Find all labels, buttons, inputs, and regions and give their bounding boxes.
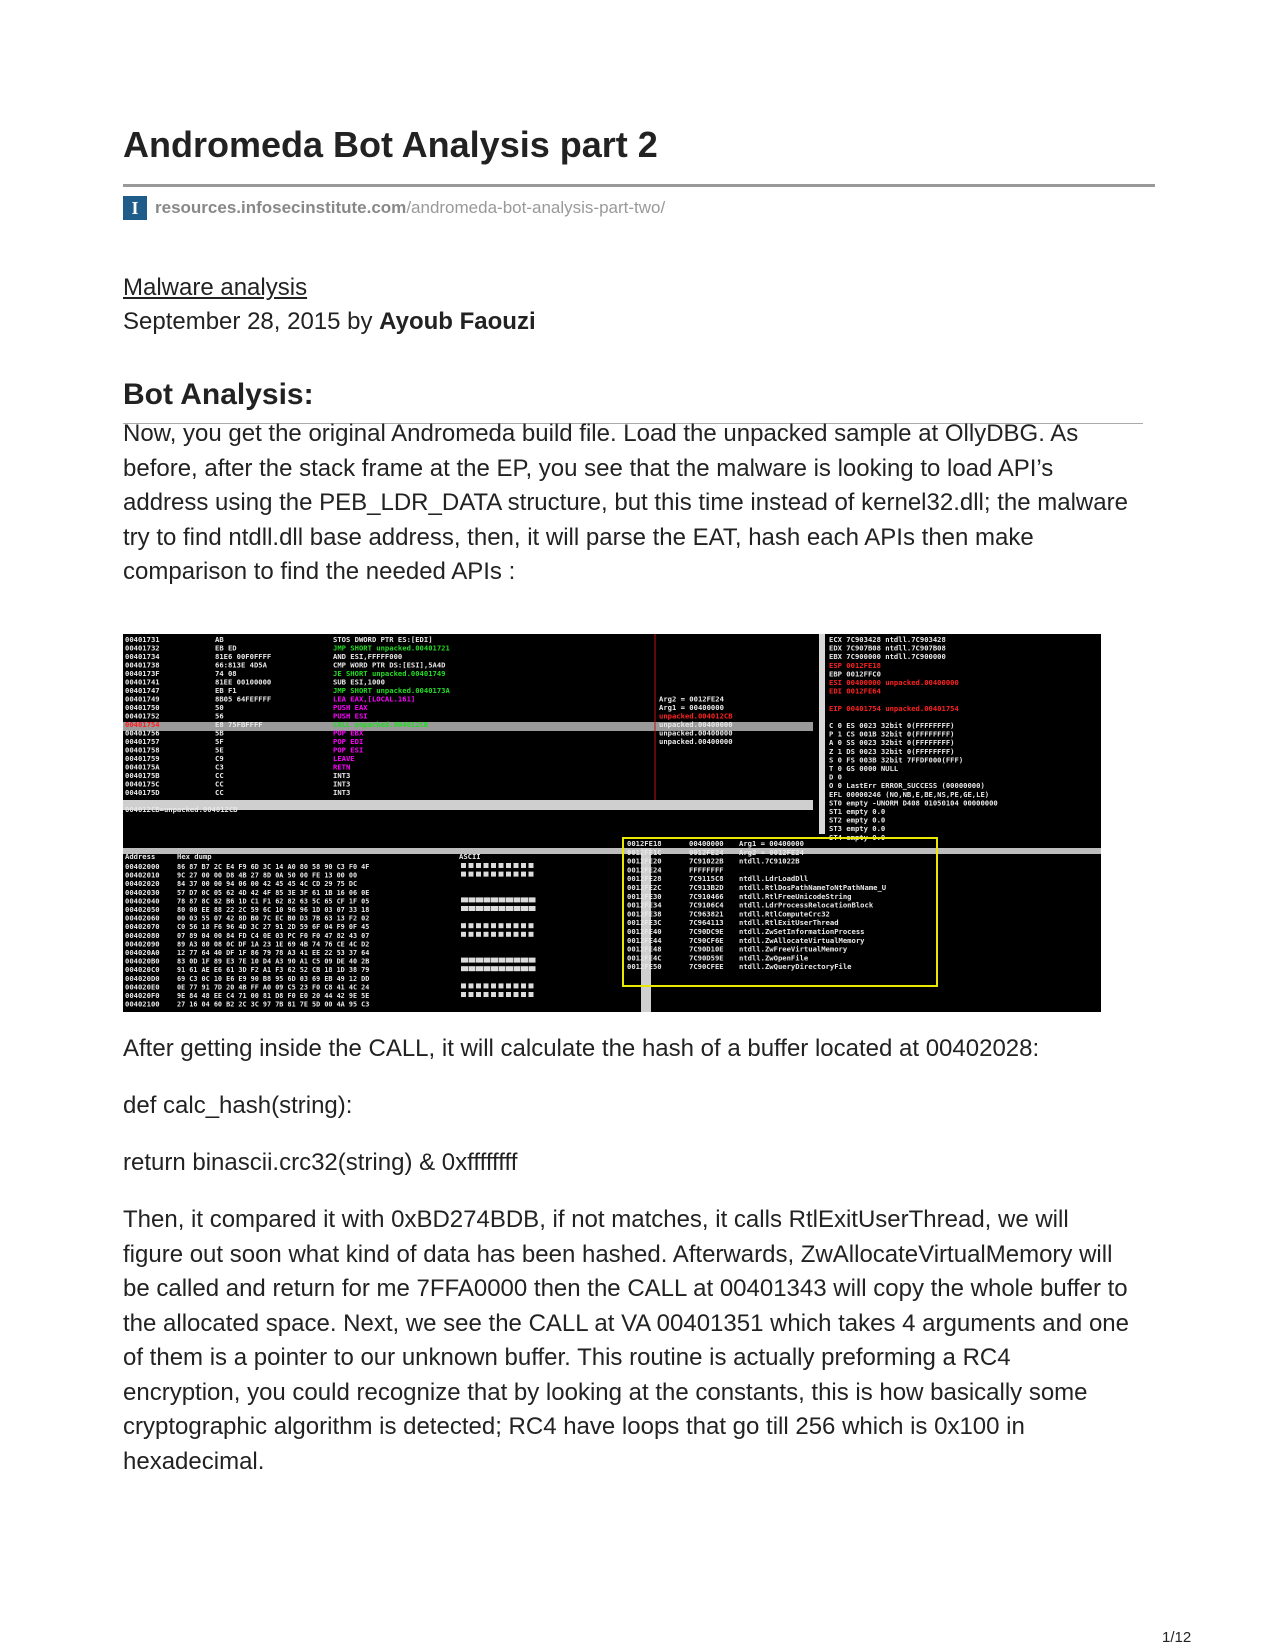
stack-comment: ntdll.ZwSetInformationProcess (739, 927, 865, 936)
dump-address: 004020C0 (125, 965, 160, 975)
disasm-bytes: CC (215, 779, 224, 789)
stack-address: 0012FE20 (627, 856, 662, 866)
stack-value: 7C964113 (689, 918, 724, 928)
ascii-glyph (506, 897, 513, 902)
ascii-glyph (499, 923, 504, 928)
dump-address: 00402100 (125, 999, 160, 1009)
ascii-glyph (521, 923, 526, 928)
ascii-glyph (499, 992, 504, 997)
disasm-instruction: AND ESI,FFFFF000 (333, 652, 403, 661)
disasm-address: 00401741 (125, 677, 160, 687)
ascii-glyph (476, 966, 483, 971)
register-line: A 0 SS 0023 32bit 0(FFFFFFFF) (829, 738, 955, 748)
ascii-glyph (491, 992, 496, 997)
stack-address: 0012FE1C (627, 847, 662, 857)
disasm-comment: Arg2 = 0012FE24 (659, 694, 724, 704)
disasm-address: 00401747 (125, 686, 160, 695)
disasm-instruction: LEA EAX,[LOCAL.161] (333, 694, 416, 704)
stack-comment: ntdll.ZwFreeVirtualMemory (739, 944, 848, 954)
ascii-glyph (529, 872, 534, 877)
ascii-glyph (506, 906, 513, 911)
ascii-glyph (476, 923, 481, 928)
ascii-glyph (514, 983, 519, 988)
ascii-glyph (499, 863, 504, 868)
ascii-glyph (506, 932, 511, 937)
stack-address: 0012FE2C (627, 883, 662, 892)
ascii-glyph (484, 958, 491, 963)
ascii-glyph (514, 966, 521, 971)
ascii-glyph (514, 992, 519, 997)
dump-hex: 57 D7 0C 05 62 4D 42 4F 85 3E 3F 61 1B 16 06 0E (177, 888, 370, 897)
stack-value: 7C90D59E (689, 953, 724, 963)
dump-hex: 0E 77 91 7D 20 4B FF A0 09 C5 23 F0 C8 41 4C 24 (177, 983, 370, 992)
disasm-comment: unpacked.004012CB (659, 711, 733, 721)
dump-address: 00402040 (125, 896, 160, 906)
register-line: ST3 empty 0.0 (829, 824, 886, 834)
stack-address: 0012FE48 (627, 944, 662, 954)
ascii-glyph (491, 863, 496, 868)
dump-hex: 89 A3 80 08 0C DF 1A 23 1E 69 4B 74 76 CE 4C D2 (177, 940, 370, 949)
disasm-instruction: POP ESI (333, 745, 364, 755)
dump-hex: 78 87 8C 82 B6 1D C1 F1 62 82 63 5C 65 CF 1F 05 (177, 897, 370, 906)
dump-header-address: Address (125, 852, 156, 861)
ascii-glyph (491, 958, 498, 963)
ascii-glyph (506, 872, 511, 877)
disasm-bytes: CC (215, 788, 224, 797)
disasm-address: 00401738 (125, 660, 160, 670)
disasm-bytes: 56 (215, 711, 224, 721)
stack-value: 7C9115C8 (689, 874, 724, 884)
register-line: ESI 00400000 unpacked.00400000 (829, 678, 959, 687)
ascii-glyph (476, 932, 481, 937)
stack-value: 7C90D10E (689, 944, 724, 954)
stack-address: 0012FE44 (627, 935, 662, 945)
ascii-glyph (521, 983, 526, 988)
ascii-glyph (521, 906, 528, 911)
stack-comment: ntdll.RtlFreeUnicodeString (739, 891, 852, 901)
dump-hex: 80 00 EE 88 22 2C 59 6C 10 96 96 1D 03 07 33 18 (177, 906, 370, 914)
disasm-instruction: PUSH EAX (333, 703, 368, 712)
stack-comment: Arg1 = 00400000 (739, 839, 804, 848)
ascii-glyph (476, 992, 481, 997)
ascii-glyph (469, 983, 474, 988)
dump-address: 00402090 (125, 939, 160, 949)
dump-hex: 69 C3 0C 10 E6 E9 90 B8 95 6D 03 69 EB 49 12 DD (177, 974, 370, 983)
disasm-instruction: CALL unpacked.004012CB (333, 720, 429, 729)
ascii-glyph (529, 958, 536, 963)
author-name: Ayoub Faouzi (379, 308, 536, 335)
stack-comment: ntdll.RtlDosPathNameToNtPathName_U (739, 883, 887, 892)
disasm-address: 0040175A (125, 762, 160, 772)
register-line: EDX 7C907B08 ntdll.7C907B08 (829, 643, 946, 653)
disasm-instruction: JMP SHORT unpacked.0040173A (333, 686, 450, 695)
stack-comment: ntdll.LdrProcessRelocationBlock (739, 900, 874, 910)
dump-hex: 9E 84 48 EE C4 71 00 81 D8 F0 E0 20 44 42 9E 5E (177, 992, 370, 1000)
ascii-glyph (469, 992, 474, 997)
dump-hex: 83 0D 1F 89 E3 7E 10 D4 A3 90 A1 C5 09 DE 40 2B (177, 957, 370, 966)
dump-hex: C0 56 18 F6 96 4D 3C 27 91 2D 59 6F 04 F9 0F 45 (177, 923, 370, 932)
ascii-glyph (529, 932, 534, 937)
ascii-glyph (469, 966, 476, 971)
register-line: ST0 empty -UNORM D408 01050104 00000000 (829, 798, 998, 808)
disasm-address: 00401754 (125, 720, 160, 729)
ascii-glyph (469, 872, 474, 877)
disasm-instruction: INT3 (333, 771, 351, 780)
stack-value: 0012FE24 (689, 847, 724, 857)
stack-value: 7C91022B (689, 856, 724, 866)
disasm-address: 00401752 (125, 711, 160, 721)
dump-address: 00402000 (125, 862, 160, 871)
ascii-glyph (521, 863, 526, 868)
stack-value: 00400000 (689, 839, 724, 848)
disasm-bytes: 74 08 (215, 669, 237, 678)
dump-hex: 00 03 55 07 42 8D B0 7C EC B0 D3 7B 63 13 F2 02 (177, 914, 370, 923)
stack-address: 0012FE40 (627, 927, 662, 936)
ascii-glyph (484, 966, 491, 971)
disasm-instruction: RETN (333, 762, 351, 772)
ascii-glyph (461, 863, 466, 868)
ascii-glyph (529, 992, 534, 997)
ascii-glyph (521, 958, 528, 963)
stack-address: 0012FE24 (627, 865, 662, 875)
ascii-glyph (514, 932, 519, 937)
disasm-address: 00401757 (125, 737, 160, 746)
dump-address: 004020A0 (125, 948, 160, 957)
disasm-instruction: JMP SHORT unpacked.00401721 (333, 643, 450, 653)
ascii-glyph (461, 992, 466, 997)
disasm-address: 0040173F (125, 669, 160, 678)
ascii-glyph (484, 923, 489, 928)
ascii-glyph (469, 897, 476, 902)
ascii-glyph (484, 983, 489, 988)
dump-hex: 86 87 B7 2C E4 F9 6D 3C 14 A0 80 58 90 C3 F0 4F (177, 863, 370, 871)
ascii-glyph (521, 992, 526, 997)
disasm-address: 00401759 (125, 754, 160, 763)
disasm-bytes: C9 (215, 754, 224, 763)
register-line: ST1 empty 0.0 (829, 807, 886, 816)
disasm-address: 0040175C (125, 779, 160, 789)
ascii-glyph (461, 958, 468, 963)
section-heading: Bot Analysis: (123, 378, 314, 411)
ascii-glyph (506, 992, 511, 997)
disasm-comment: unpacked.00400000 (659, 728, 733, 738)
stack-comment: ntdll.LdrLoadDll (739, 874, 809, 884)
dump-address: 00402050 (125, 905, 160, 914)
register-line: ESP 0012FE18 (829, 660, 881, 670)
page-title: Andromeda Bot Analysis part 2 (123, 124, 658, 165)
disasm-bytes: EB ED (215, 643, 237, 653)
disasm-bytes: 5F (215, 737, 224, 746)
ascii-glyph (491, 983, 496, 988)
register-line: ST4 empty 0.0 (829, 832, 886, 842)
dump-address: 00402060 (125, 913, 160, 923)
dump-hex: 91 61 AE E6 61 3D F2 A1 F3 62 52 CB 18 1D 38 79 (177, 966, 370, 975)
register-line: T 0 GS 0000 NULL (829, 764, 899, 773)
ascii-glyph (461, 897, 468, 902)
register-line: EBX 7C900000 ntdll.7C900000 (829, 652, 946, 662)
ascii-glyph (499, 958, 506, 963)
explanation-paragraph: Then, it compared it with 0xBD274BDB, if not matches, it calls RtlExitUserThread, we will figure out soon what kind of data has been hashed. Afterwards, ZwAllocateVirtualMemory will be called and return for me 7FFA0000 then the CALL at 00401343 will copy the whole buffer to the allocated space. Next, we see the CALL at VA 00401351 which takes 4 arguments and one of them is a pointer to our unknown buffer. This routine is actually preforming a RC4 encryption, you could recognize that by looking at the constants, this is how basically some cryptographic algorithm is detected; RC4 have loops that go till 256 which is 0x100 in hexadecimal. (123, 1206, 1129, 1475)
ascii-glyph (469, 923, 474, 928)
ascii-glyph (491, 923, 496, 928)
register-line: ST2 empty 0.0 (829, 815, 886, 825)
dump-address: 004020D0 (125, 973, 160, 983)
ascii-glyph (491, 966, 498, 971)
stack-comment: ntdll.7C91022B (739, 856, 800, 866)
register-line: Z 1 DS 0023 32bit 0(FFFFFFFF) (829, 746, 955, 756)
code-def-line: def calc_hash(string): (123, 1092, 353, 1119)
stack-value: 7C90DC9E (689, 927, 724, 936)
dump-address: 004020E0 (125, 982, 160, 992)
ascii-glyph (506, 923, 511, 928)
dump-address: 00402030 (125, 887, 160, 897)
dump-address: 00402070 (125, 922, 160, 932)
disasm-address: 0040175B (125, 771, 160, 780)
stack-value: 7C910466 (689, 891, 724, 901)
ascii-glyph (514, 872, 519, 877)
dump-hex: 07 89 04 00 84 FD C4 0E 03 PC F0 F0 47 82 43 07 (177, 931, 370, 940)
disasm-instruction: PUSH ESI (333, 711, 368, 721)
disasm-instruction: INT3 (333, 788, 351, 797)
disasm-bytes: CC (215, 771, 224, 780)
disasm-bytes: EB F1 (215, 686, 237, 695)
ascii-glyph (529, 966, 536, 971)
ascii-glyph (476, 906, 483, 911)
pane-splitter (123, 848, 1101, 854)
disasm-bytes: C3 (215, 762, 224, 772)
ascii-glyph (484, 906, 491, 911)
disasm-address: 0040175D (125, 788, 160, 797)
dump-hex: 27 16 04 60 B2 2C 3C 97 7B 81 7E 5D 00 4A 95 C3 (177, 1000, 370, 1009)
title-divider (123, 184, 1155, 187)
dump-address: 004020B0 (125, 956, 160, 966)
ascii-glyph (514, 863, 519, 868)
ascii-glyph (506, 983, 511, 988)
disasm-comment: Arg1 = 00400000 (659, 703, 724, 712)
ascii-glyph (491, 897, 498, 902)
ascii-glyph (506, 863, 511, 868)
disasm-bytes: 8B05 64FEFFFF (215, 694, 272, 704)
ascii-glyph (491, 872, 496, 877)
register-line: S 0 FS 003B 32bit 7FFDF000(FFF) (829, 755, 964, 765)
disasm-comment: unpacked.00400000 (659, 720, 733, 729)
ascii-glyph (476, 897, 483, 902)
ascii-glyph (514, 906, 521, 911)
disasm-instruction: POP EDI (333, 737, 364, 746)
stack-value: FFFFFFFF (689, 865, 724, 875)
register-line: P 1 CS 001B 32bit 0(FFFFFFFF) (829, 729, 955, 739)
disasm-address: 00401750 (125, 703, 160, 712)
ascii-glyph (476, 863, 481, 868)
ascii-glyph (484, 897, 491, 902)
ascii-glyph (484, 872, 489, 877)
publish-date: September 28, 2015 by (123, 308, 380, 335)
disasm-instruction: POP EBX (333, 728, 364, 738)
disasm-instruction: LEAVE (333, 754, 355, 763)
stack-address: 0012FE50 (627, 962, 662, 972)
ascii-glyph (529, 906, 536, 911)
ascii-glyph (529, 983, 534, 988)
stack-value: 7C90CFEE (689, 962, 724, 972)
ascii-glyph (506, 966, 513, 971)
disasm-bytes: 66:813E 4D5A (215, 660, 267, 670)
ascii-glyph (499, 932, 504, 937)
dump-header-hex: Hex dump (177, 852, 212, 861)
disasm-instruction: SUB ESI,1000 (333, 677, 385, 687)
disasm-address: 00401749 (125, 694, 160, 704)
register-line: ECX 7C903428 ntdll.7C903428 (829, 635, 946, 644)
ascii-glyph (476, 872, 481, 877)
ascii-glyph (461, 983, 466, 988)
ascii-glyph (491, 932, 496, 937)
disasm-address: 00401731 (125, 635, 160, 644)
ascii-glyph (506, 958, 513, 963)
ascii-glyph (476, 983, 481, 988)
disasm-instruction: CMP WORD PTR DS:[ESI],5A4D (333, 660, 446, 670)
after-call-paragraph: After getting inside the CALL, it will calculate the hash of a buffer located at 00402028: (123, 1035, 1040, 1062)
stack-address: 0012FE4C (627, 953, 662, 963)
source-link[interactable] (123, 196, 665, 220)
stack-address: 0012FE28 (627, 874, 662, 884)
ascii-glyph (521, 966, 528, 971)
ascii-glyph (529, 897, 536, 902)
disasm-bytes: 50 (215, 703, 224, 712)
disasm-bytes: 5E (215, 745, 224, 755)
ascii-glyph (461, 906, 468, 911)
intro-paragraph: Now, you get the original Andromeda build file. Load the unpacked sample at OllyDBG. As before, after the stack frame at the EP, you see that the malware is looking to load API’s address using the PEB_LDR_DATA structure, but this time instead of kernel32.dll; the malware try to find ntdll.dll base address, then, it will parse the EAT, hash each APIs then make comparison to find the needed APIs : (123, 420, 1128, 585)
stack-value: 7C963821 (689, 909, 724, 919)
register-line: EBP 0012FFC0 (829, 669, 881, 679)
disasm-bytes: AB (215, 635, 224, 644)
ascii-glyph (461, 872, 466, 877)
ascii-glyph (469, 932, 474, 937)
category-link[interactable]: Malware analysis (123, 274, 308, 301)
stack-address: 0012FE38 (627, 909, 662, 919)
ascii-glyph (469, 863, 474, 868)
page-number: 1/12 (1162, 1629, 1192, 1646)
dump-hex: 9C 27 00 00 D8 4B 27 8D 0A 50 00 FE 13 00 00 (177, 871, 358, 880)
ascii-glyph (529, 863, 534, 868)
ascii-glyph (514, 923, 519, 928)
register-line: EIP 00401754 unpacked.00401754 (829, 703, 959, 713)
stack-comment: ntdll.ZwQueryDirectoryFile (739, 962, 852, 972)
disasm-address: 00401732 (125, 643, 160, 653)
stack-address: 0012FE30 (627, 891, 662, 901)
ascii-glyph (491, 906, 498, 911)
ascii-glyph (499, 872, 504, 877)
register-line: D 0 (829, 772, 842, 782)
ascii-glyph (484, 863, 489, 868)
disasm-bytes: 81E6 00F0FFFF (215, 652, 272, 661)
source-domain: resources.infosecinstitute.com (155, 198, 407, 217)
stack-value: 7C90CF6E (689, 935, 724, 945)
disasm-address: 00401758 (125, 745, 160, 755)
ascii-glyph (461, 932, 466, 937)
stack-comment: ntdll.ZwAllocateVirtualMemory (739, 935, 865, 945)
pane-splitter (819, 634, 825, 834)
dump-address: 00402020 (125, 879, 160, 889)
site-favicon-icon: I (123, 196, 147, 220)
stack-comment: Arg2 = 0012FE24 (739, 847, 804, 857)
dump-hex: 84 37 00 00 94 06 00 42 45 45 4C CD 29 75 DC (177, 880, 358, 889)
byline (123, 308, 536, 336)
ollydbg-screenshot (123, 634, 1101, 1012)
stack-value: 7C913B2D (689, 883, 724, 892)
source-path: /andromeda-bot-analysis-part-two/ (406, 198, 666, 217)
ascii-glyph (499, 983, 504, 988)
disasm-address: 00401734 (125, 652, 160, 661)
disasm-bytes: E8 75FBFFFF (215, 720, 263, 729)
disasm-address: 00401756 (125, 728, 160, 738)
stack-comment: ntdll.RtlExitUserThread (739, 918, 839, 928)
ascii-glyph (461, 923, 466, 928)
dump-address: 00402080 (125, 930, 160, 940)
ascii-glyph (469, 906, 476, 911)
ascii-glyph (461, 966, 468, 971)
stack-comment: ntdll.ZwOpenFile (739, 953, 809, 963)
ascii-glyph (499, 897, 506, 902)
register-line: EDI 0012FE64 (829, 686, 881, 696)
disasm-bytes: 5B (215, 728, 224, 738)
ascii-glyph (514, 897, 521, 902)
stack-comment: ntdll.RtlComputeCrc32 (739, 909, 830, 919)
ascii-glyph (514, 958, 521, 963)
dump-hex: 12 77 64 40 DF 1F 86 79 78 A3 41 EE 22 53 37 64 (177, 949, 370, 957)
ascii-glyph (521, 872, 526, 877)
ascii-glyph (499, 906, 506, 911)
dump-header-ascii: ASCII (459, 852, 481, 861)
code-return-line: return binascii.crc32(string) & 0xffffffff (123, 1149, 518, 1176)
info-line: 004012CB=unpacked.004012CB (125, 805, 238, 814)
disasm-instruction: INT3 (333, 779, 351, 789)
stack-address: 0012FE34 (627, 900, 662, 910)
dump-address: 00402010 (125, 870, 160, 880)
disasm-comment: unpacked.00400000 (659, 737, 733, 746)
stack-value: 7C9106C4 (689, 900, 724, 910)
ascii-glyph (499, 966, 506, 971)
disasm-instruction: JE SHORT unpacked.00401749 (333, 669, 446, 678)
ascii-glyph (521, 897, 528, 902)
disasm-bytes: 81EE 00100000 (215, 677, 272, 687)
ascii-glyph (484, 992, 489, 997)
ascii-glyph (469, 958, 476, 963)
stack-address: 0012FE18 (627, 839, 662, 848)
register-line: EFL 00000246 (NO,NB,E,BE,NS,PE,GE,LE) (829, 789, 990, 799)
ascii-glyph (521, 932, 526, 937)
ascii-glyph (484, 932, 489, 937)
ascii-glyph (476, 958, 483, 963)
register-line: C 0 ES 0023 32bit 0(FFFFFFFF) (829, 721, 955, 730)
stack-address: 0012FE3C (627, 918, 662, 928)
dump-address: 004020F0 (125, 991, 160, 1000)
register-line: O 0 LastErr ERROR_SUCCESS (00000000) (829, 781, 985, 791)
disasm-instruction: STOS DWORD PTR ES:[EDI] (333, 635, 433, 644)
ascii-glyph (529, 923, 534, 928)
